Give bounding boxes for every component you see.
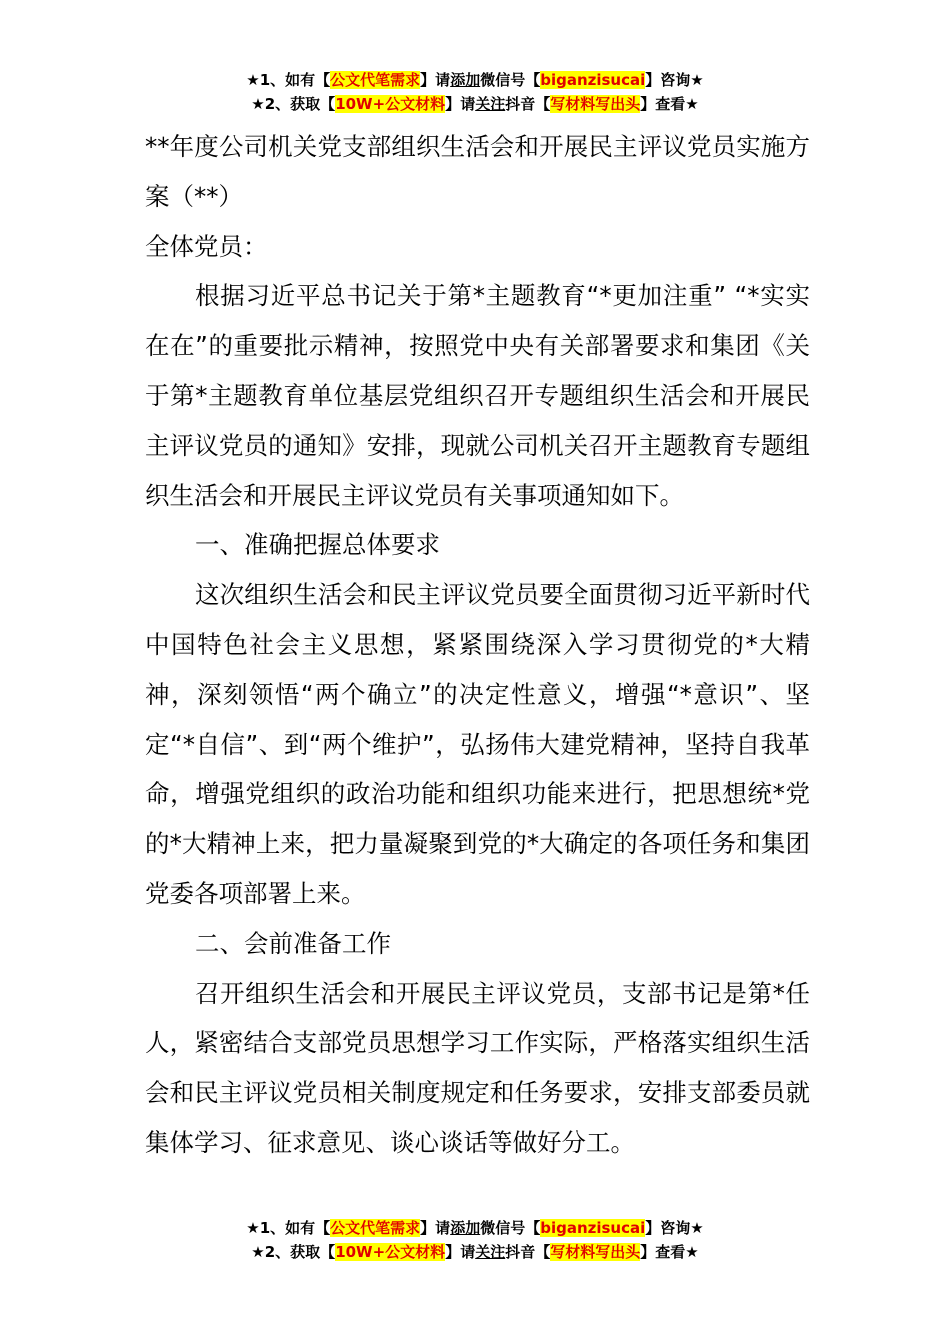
promo-highlight-douyin: 写材料写出头 bbox=[550, 95, 641, 113]
promo-text: ★2、获取【 bbox=[251, 95, 336, 113]
document-body bbox=[145, 122, 810, 1168]
promo-text: ★1、如有【 bbox=[246, 1219, 331, 1237]
promo-highlight-douyin: 写材料写出头 bbox=[550, 1243, 641, 1261]
promo-line-2 bbox=[0, 92, 950, 116]
promo-text: 】请 bbox=[445, 95, 476, 113]
promo-text: 】查看★ bbox=[640, 1243, 699, 1261]
promo-text: 微信号【 bbox=[480, 71, 541, 89]
promo-highlight-service: 公文代笔需求 bbox=[330, 71, 421, 89]
promo-text: 】咨询★ bbox=[645, 1219, 704, 1237]
promo-text: 抖音【 bbox=[505, 1243, 551, 1261]
promo-text: 抖音【 bbox=[505, 95, 551, 113]
promo-highlight-service: 公文代笔需求 bbox=[330, 1219, 421, 1237]
intro-paragraph: 根据习近平总书记关于第*主题教育“*更加注重” “*实实在在”的重要批示精神，按照党中央有关部署要求和集团《关于第*主题教育单位基层党组织召开专题组织生活会和开展民主评议党员的通知》安排，现就公司机关召开主题教育专题组织生活会和开展民主评议党员有关事项通知如下。 bbox=[145, 281, 810, 510]
section-2-heading: 二、会前准备工作 bbox=[195, 928, 391, 958]
promo-underlined-follow: 关注 bbox=[475, 95, 506, 113]
promo-line-2 bbox=[0, 1240, 950, 1264]
promo-text: 微信号【 bbox=[480, 1219, 541, 1237]
promo-text: 】查看★ bbox=[640, 95, 699, 113]
document-title: **年度公司机关党支部组织生活会和开展民主评议党员实施方案（**） bbox=[145, 132, 810, 211]
promo-highlight-wechat: biganzisucai bbox=[540, 71, 646, 89]
section-1-paragraph: 这次组织生活会和民主评议党员要全面贯彻习近平新时代中国特色社会主义思想，紧紧围绕深入学习贯彻党的*大精神，深刻领悟“两个确立”的决定性意义，增强“*意识”、坚定“*自信”、到“两个维护”，弘扬伟大建党精神，坚持自我革命，增强党组织的政治功能和组织功能来进行，把思想统*党的*大精神上来，把力量凝聚到党的*大确定的各项任务和集团党委各项部署上来。 bbox=[145, 580, 810, 908]
promo-underlined-add: 添加 bbox=[450, 1219, 481, 1237]
promo-text: ★2、获取【 bbox=[251, 1243, 336, 1261]
promo-line-1 bbox=[0, 1216, 950, 1240]
promo-line-1 bbox=[0, 68, 950, 92]
top-promo-banner bbox=[0, 68, 950, 116]
promo-text: ★1、如有【 bbox=[246, 71, 331, 89]
promo-text: 】咨询★ bbox=[645, 71, 704, 89]
bottom-promo-banner bbox=[0, 1216, 950, 1264]
section-2-paragraph: 召开组织生活会和开展民主评议党员，支部书记是第*任人，紧密结合支部党员思想学习工作实际，严格落实组织生活会和民主评议党员相关制度规定和任务要求，安排支部委员就集体学习、征求意见、谈心谈话等做好分工。 bbox=[145, 978, 810, 1157]
promo-highlight-material: 10W+公文材料 bbox=[335, 1243, 446, 1261]
section-1-heading: 一、准确把握总体要求 bbox=[195, 530, 440, 560]
promo-text: 】请 bbox=[420, 71, 451, 89]
promo-underlined-follow: 关注 bbox=[475, 1243, 506, 1261]
promo-text: 】请 bbox=[420, 1219, 451, 1237]
promo-highlight-wechat: biganzisucai bbox=[540, 1219, 646, 1237]
promo-underlined-add: 添加 bbox=[450, 71, 481, 89]
promo-text: 】请 bbox=[445, 1243, 476, 1261]
salutation: 全体党员： bbox=[145, 231, 268, 261]
promo-highlight-material: 10W+公文材料 bbox=[335, 95, 446, 113]
